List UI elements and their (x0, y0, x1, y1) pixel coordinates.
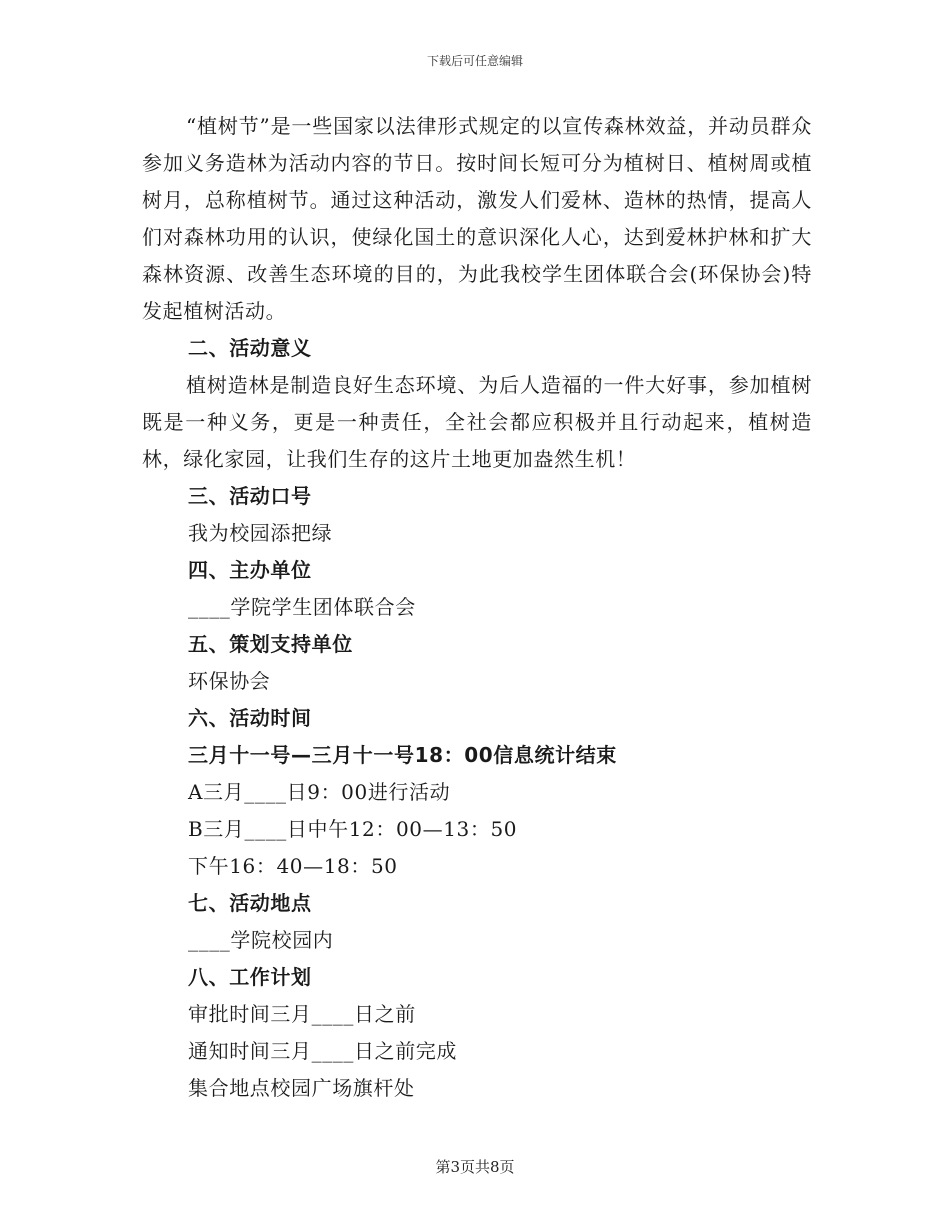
section-heading-slogan: 三、活动口号 (188, 484, 312, 508)
location-text: ____学院校园内 (188, 928, 334, 952)
work-plan-line-3: 集合地点校园广场旗杆处 (188, 1076, 415, 1100)
support-text: 环保协会 (188, 669, 271, 693)
section-heading-significance: 二、活动意义 (188, 336, 312, 360)
time-line-a: A三月____日9：00进行活动 (188, 780, 451, 804)
work-plan-line-1: 审批时间三月____日之前 (188, 1002, 416, 1026)
page-footer: 第3页共8页 (435, 1158, 515, 1176)
section-heading-time: 六、活动时间 (188, 706, 312, 730)
organizer-text: ____学院学生团体联合会 (188, 595, 416, 619)
section-heading-location: 七、活动地点 (188, 891, 312, 915)
section-heading-support: 五、策划支持单位 (188, 632, 353, 656)
slogan-text: 我为校园添把绿 (188, 521, 333, 545)
intro-paragraph: “植树节”是一些国家以法律形式规定的以宣传森林效益，并动员群众参加义务造林为活动内容的节日。按时间长短可分为植树日、植树周或植树月，总称植树节。通过这种活动，激发人们爱林、造林的热情，提高人们对森林功用的认识，使绿化国土的意识深化人心，达到爱林护林和扩大森林资源、改善生态环境的目的，为此我校学生团体联合会(环保协会)特发起植树活动。 (142, 114, 812, 323)
section-heading-work-plan: 八、工作计划 (188, 965, 312, 989)
page-header: 下载后可任意编辑 (426, 54, 523, 68)
section-heading-organizer: 四、主办单位 (188, 558, 312, 582)
time-line-b: B三月____日中午12：00—13：50 (188, 817, 518, 841)
document-body (142, 108, 812, 1107)
time-line-c: 下午16：40—18：50 (188, 854, 398, 878)
significance-paragraph: 植树造林是制造良好生态环境、为后人造福的一件大好事，参加植树既是一种义务，更是一种责任，全社会都应积极并且行动起来，植树造林，绿化家园，让我们生存的这片土地更加盎然生机！ (142, 373, 812, 471)
work-plan-line-2: 通知时间三月____日之前完成 (188, 1039, 457, 1063)
time-summary-line: 三月十一号—三月十一号18：00信息统计结束 (188, 743, 617, 767)
